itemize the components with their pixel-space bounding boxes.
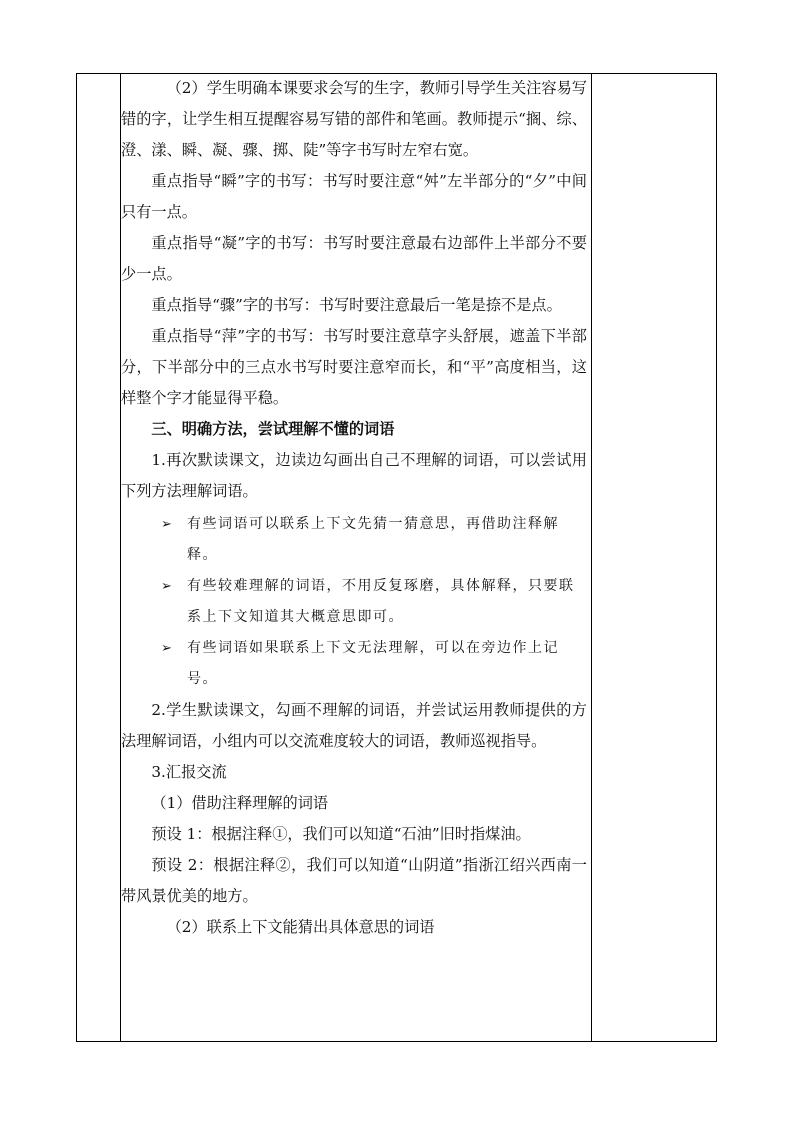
- section-heading: 三、明确方法，尝试理解不懂的词语: [151, 420, 395, 438]
- lesson-content: [121, 73, 587, 943]
- paragraph-ning-guidance: 重点指导“凝”字的书写：书写时要注意最右边部件上半部分不要少一点。: [121, 234, 587, 283]
- step-two-text: 2.学生默读课文，勾画不理解的词语，并尝试运用教师提供的方法理解词语，小组内可以交流难度较大的词语，教师巡视指导。: [121, 701, 587, 750]
- list-item: [121, 571, 587, 633]
- sub-step-one: （1）借助注释理解的词语: [151, 794, 329, 812]
- table-divider-right: [591, 74, 592, 1041]
- step-three-heading: 3.汇报交流: [151, 763, 227, 781]
- arrow-bullet-icon: ➢: [161, 579, 172, 594]
- paragraph-zhou-guidance: 重点指导“骤”字的书写：书写时要注意最后一笔是捺不是点。: [151, 296, 562, 314]
- paragraph-ping-guidance: 重点指导“萍”字的书写：书写时要注意草字头舒展，遮盖下半部分，下半部分中的三点水书写时要注意窄而长，和“平”高度相当，这样整个字才能显得平稳。: [121, 327, 587, 407]
- arrow-bullet-icon: ➢: [161, 641, 172, 656]
- preset-two: 预设 2：根据注释②，我们可以知道“山阴道”指浙江绍兴西南一带风景优美的地方。: [121, 856, 587, 905]
- list-item-text: 有些词语如果联系上下文无法理解，可以在旁边作上记号。: [187, 640, 559, 687]
- paragraph-writing-guidance: （2）学生明确本课要求会写的生字，教师引导学生关注容易写错的字，让学生相互提醒容易写错的部件和笔画。教师提示“搁、综、澄、漾、瞬、凝、骤、掷、陡”等字书写时左窄右宽。: [121, 79, 587, 159]
- step-one-text: 1.再次默读课文，边读边勾画出自己不理解的词语，可以尝试用下列方法理解词语。: [121, 451, 587, 500]
- preset-one: 预设 1：根据注释①，我们可以知道“石油”旧时指煤油。: [151, 825, 531, 843]
- arrow-bullet-icon: ➢: [161, 517, 172, 532]
- list-item-text: 有些较难理解的词语，不用反复琢磨，具体解释，只要联系上下文知道其大概意思即可。: [187, 578, 575, 625]
- sub-step-two: （2）联系上下文能猜出具体意思的词语: [166, 918, 435, 936]
- list-item-text: 有些词语可以联系上下文先猜一猜意思，再借助注释解释。: [187, 516, 559, 563]
- list-item: [121, 509, 587, 571]
- list-item: [121, 633, 587, 695]
- paragraph-shun-guidance: 重点指导“瞬”字的书写：书写时要注意“舛”左半部分的“夕”中间只有一点。: [121, 172, 587, 221]
- method-list: [121, 509, 587, 695]
